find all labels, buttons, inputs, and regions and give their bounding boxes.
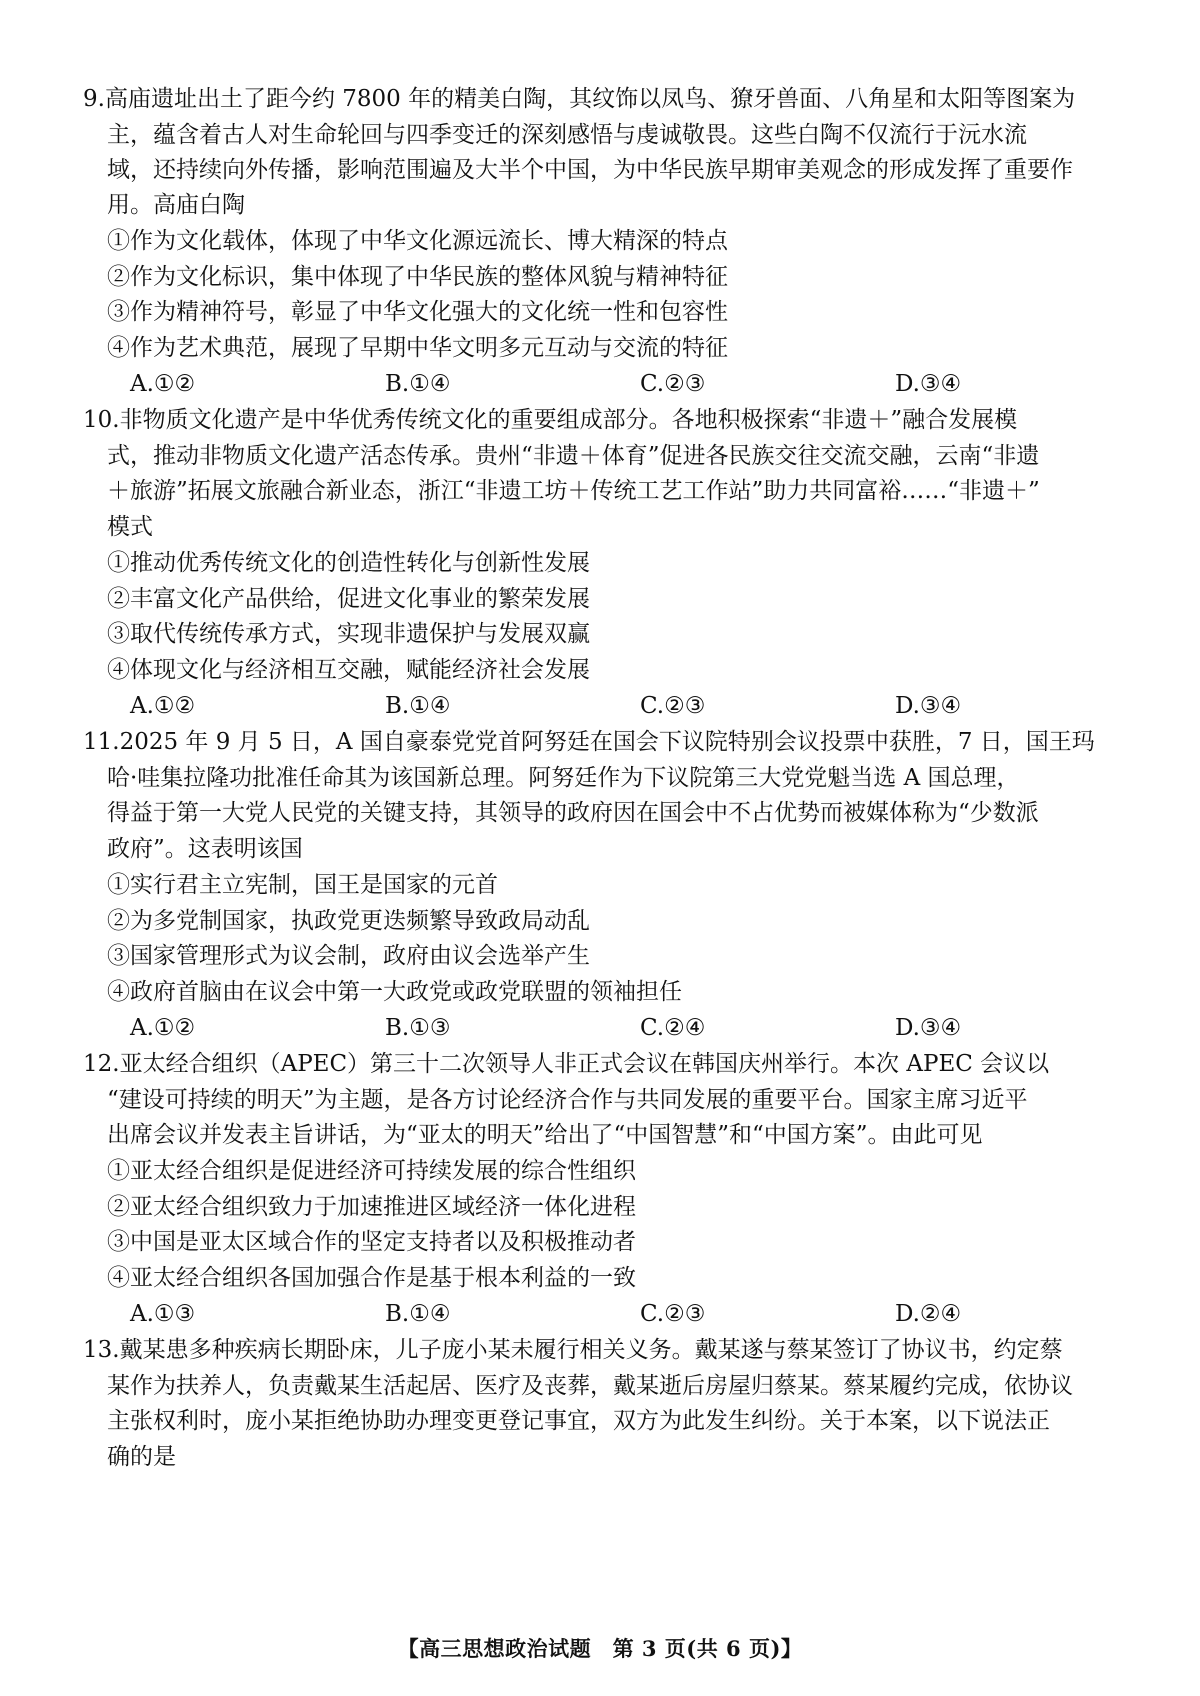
choice-d[interactable]: D.③④: [895, 1015, 962, 1041]
answer-choices: [0, 691, 1200, 721]
answer-choices: [0, 1013, 1200, 1043]
question-stem-line: 出席会议并发表主旨讲话，为“亚太的明天”给出了“中国智慧”和“中国方案”。由此可见: [107, 1122, 983, 1148]
question-stem-line: 主，蕴含着古人对生命轮回与四季变迁的深刻感悟与虔诚敬畏。这些白陶不仅流行于沅水流: [107, 122, 1027, 148]
choice-d[interactable]: D.③④: [895, 371, 962, 397]
question-stem-line: 用。高庙白陶: [107, 192, 245, 218]
statement-4: ④亚太经合组织各国加强合作是基于根本利益的一致: [107, 1265, 636, 1291]
statement-2: ②作为文化标识，集中体现了中华民族的整体风貌与精神特征: [107, 264, 728, 290]
choice-a[interactable]: A.①②: [130, 371, 196, 397]
statement-2: ②亚太经合组织致力于加速推进区域经济一体化进程: [107, 1194, 636, 1220]
choice-b[interactable]: B.①④: [385, 1301, 451, 1327]
statement-4: ④作为艺术典范，展现了早期中华文明多元互动与交流的特征: [107, 335, 728, 361]
answer-choices: [0, 1299, 1200, 1329]
choice-c[interactable]: C.②③: [640, 693, 706, 719]
statement-1: ①推动优秀传统文化的创造性转化与创新性发展: [107, 550, 590, 576]
choice-d[interactable]: D.③④: [895, 693, 962, 719]
statement-2: ②为多党制国家，执政党更迭频繁导致政局动乱: [107, 908, 590, 934]
question-stem-line: 式，推动非物质文化遗产活态传承。贵州“非遗＋体育”促进各民族交往交流交融，云南“非遗: [107, 443, 1040, 469]
question-stem-line: 确的是: [107, 1444, 176, 1470]
statement-4: ④体现文化与经济相互交融，赋能经济社会发展: [107, 657, 590, 683]
page-footer: 【高三思想政治试题 第 3 页(共 6 页)】: [397, 1636, 803, 1661]
statement-3: ③国家管理形式为议会制，政府由议会选举产生: [107, 943, 590, 969]
question-stem-line: “建设可持续的明天”为主题，是各方讨论经济合作与共同发展的重要平台。国家主席习近平: [107, 1087, 1028, 1113]
question-stem-line: 域，还持续向外传播，影响范围遍及大半个中国，为中华民族早期审美观念的形成发挥了重要作: [107, 157, 1073, 183]
choice-b[interactable]: B.①④: [385, 371, 451, 397]
question-stem-line: ＋旅游”拓展文旅融合新业态，浙江“非遗工坊＋传统工艺工作站”助力共同富裕……“非遗＋”: [107, 478, 1040, 504]
choice-c[interactable]: C.②③: [640, 371, 706, 397]
question-stem-line: 哈·哇集拉隆功批准任命其为该国新总理。阿努廷作为下议院第三大党党魁当选 A 国总理，: [107, 765, 1020, 791]
statement-1: ①实行君主立宪制，国王是国家的元首: [107, 872, 498, 898]
choice-b[interactable]: B.①④: [385, 693, 451, 719]
question-stem-line: 13.戴某患多种疾病长期卧床，儿子庞小某未履行相关义务。戴某遂与蔡某签订了协议书，约定蔡: [83, 1337, 1063, 1363]
statement-2: ②丰富文化产品供给，促进文化事业的繁荣发展: [107, 586, 590, 612]
question-stem-line: 某作为扶养人，负责戴某生活起居、医疗及丧葬，戴某逝后房屋归蔡某。蔡某履约完成，依协议: [107, 1373, 1073, 1399]
choice-b[interactable]: B.①③: [385, 1015, 451, 1041]
choice-a[interactable]: A.①②: [130, 693, 196, 719]
statement-1: ①亚太经合组织是促进经济可持续发展的综合性组织: [107, 1158, 636, 1184]
choice-a[interactable]: A.①③: [130, 1301, 196, 1327]
statement-4: ④政府首脑由在议会中第一大政党或政党联盟的领袖担任: [107, 979, 682, 1005]
question-stem-line: 12.亚太经合组织（APEC）第三十二次领导人非正式会议在韩国庆州举行。本次 APEC 会议以: [83, 1051, 1050, 1077]
choice-a[interactable]: A.①②: [130, 1015, 196, 1041]
question-stem-line: 得益于第一大党人民党的关键支持，其领导的政府因在国会中不占优势而被媒体称为“少数派: [107, 800, 1039, 826]
statement-3: ③中国是亚太区域合作的坚定支持者以及积极推动者: [107, 1229, 636, 1255]
choice-d[interactable]: D.②④: [895, 1301, 962, 1327]
question-stem-line: 10.非物质文化遗产是中华优秀传统文化的重要组成部分。各地积极探索“非遗＋”融合发展模: [83, 407, 1018, 433]
answer-choices: [0, 369, 1200, 399]
question-stem-line: 主张权利时，庞小某拒绝协助办理变更登记事宜，双方为此发生纠纷。关于本案，以下说法正: [107, 1408, 1050, 1434]
question-stem-line: 政府”。这表明该国: [107, 836, 303, 862]
question-stem-line: 9.高庙遗址出土了距今约 7800 年的精美白陶，其纹饰以凤鸟、獠牙兽面、八角星和太阳等图案为: [83, 86, 1076, 112]
choice-c[interactable]: C.②④: [640, 1015, 706, 1041]
question-stem-line: 模式: [107, 514, 153, 540]
question-stem-line: 11.2025 年 9 月 5 日，A 国自豪泰党党首阿努廷在国会下议院特别会议投票中获胜，7 日，国王玛: [83, 729, 1095, 755]
choice-c[interactable]: C.②③: [640, 1301, 706, 1327]
statement-3: ③作为精神符号，彰显了中华文化强大的文化统一性和包容性: [107, 299, 728, 325]
statement-3: ③取代传统传承方式，实现非遗保护与发展双赢: [107, 621, 590, 647]
statement-1: ①作为文化载体，体现了中华文化源远流长、博大精深的特点: [107, 228, 728, 254]
